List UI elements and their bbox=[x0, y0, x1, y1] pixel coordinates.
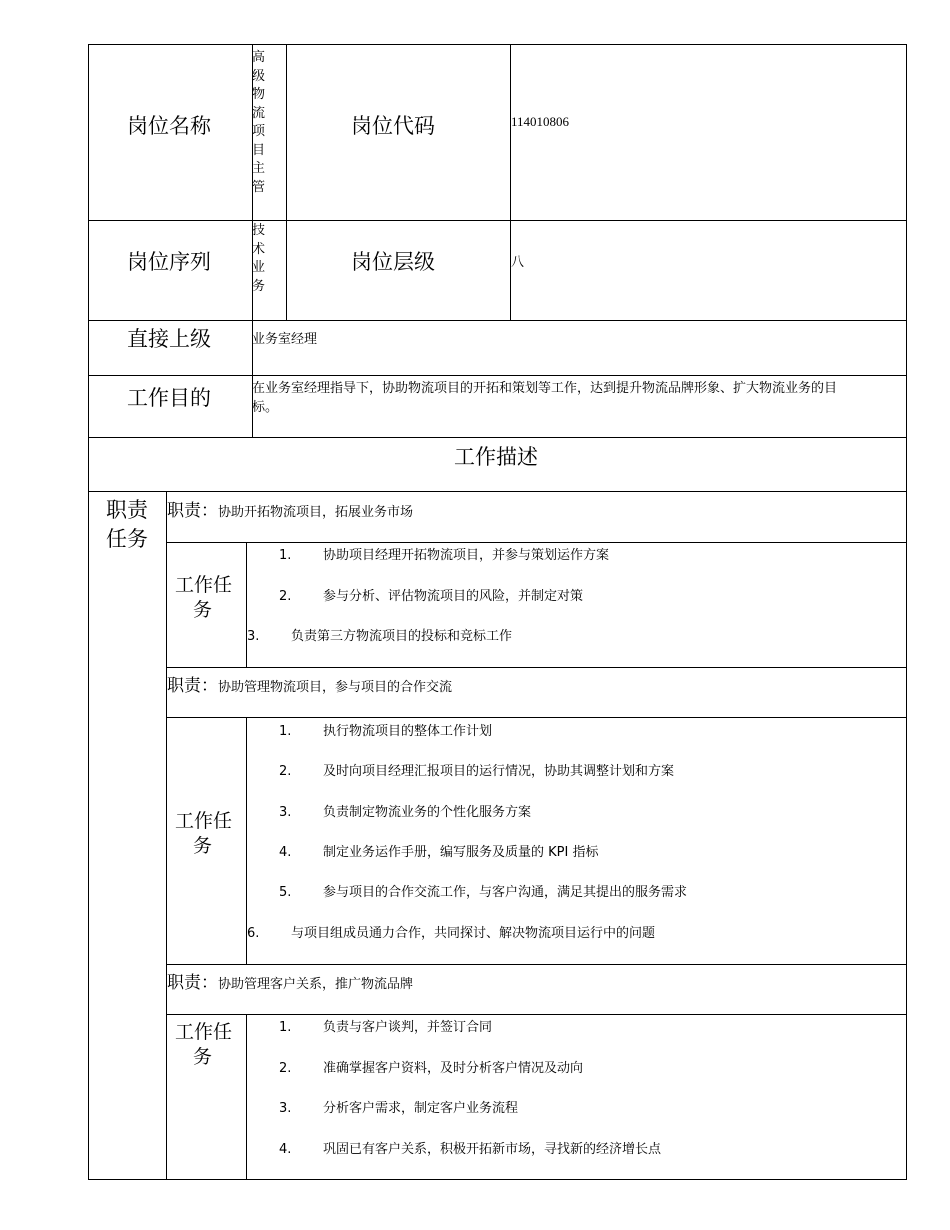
duty-task-label-line-1: 职责 bbox=[106, 498, 148, 522]
task-3-label-line-2: 务 bbox=[193, 1046, 213, 1068]
post-series-label: 岗位序列 bbox=[127, 250, 211, 274]
list-item: 2. 参与分析、评估物流项目的风险，并制定对策 bbox=[279, 589, 584, 604]
list-item: 1. 负责与客户谈判，并签订合同 bbox=[279, 1020, 493, 1035]
task-2-label-line-1: 工作任 bbox=[175, 810, 233, 832]
duty-prefix: 职责： bbox=[167, 501, 218, 521]
list-item: 2. 准确掌握客户资料，及时分析客户情况及动向 bbox=[279, 1061, 584, 1076]
duty-task-label-line-2: 任务 bbox=[106, 527, 148, 551]
post-level-value: 八 bbox=[511, 255, 525, 270]
duty-3-text bbox=[167, 968, 413, 993]
duty-prefix: 职责： bbox=[167, 676, 218, 696]
description-title: 工作描述 bbox=[454, 445, 538, 469]
duty-text: 协助管理客户关系，推广物流品牌 bbox=[218, 977, 414, 992]
duty-prefix: 职责： bbox=[167, 973, 218, 993]
post-name-label: 岗位名称 bbox=[127, 114, 211, 138]
list-item: 1. 协助项目经理开拓物流项目，并参与策划运作方案 bbox=[279, 548, 610, 563]
post-code-value-cell bbox=[510, 44, 907, 221]
list-item: 4. 巩固已有客户关系，积极开拓新市场，寻找新的经济增长点 bbox=[279, 1142, 662, 1157]
list-item: 6. 与项目组成员通力合作，共同探讨、解决物流项目运行中的问题 bbox=[247, 926, 656, 941]
purpose-line-2: 标。 bbox=[252, 400, 279, 415]
duty-task-label-cell bbox=[88, 491, 167, 1180]
list-item: 5. 参与项目的合作交流工作，与客户沟通，满足其提出的服务需求 bbox=[279, 885, 688, 900]
list-item: 1. 执行物流项目的整体工作计划 bbox=[279, 724, 493, 739]
list-item: 3. 负责制定物流业务的个性化服务方案 bbox=[279, 805, 532, 820]
post-name-value: 高级物流项目主管 bbox=[252, 50, 266, 195]
task-1-label-line-2: 务 bbox=[193, 599, 213, 621]
post-level-label: 岗位层级 bbox=[351, 250, 435, 274]
post-code-label: 岗位代码 bbox=[351, 114, 435, 138]
list-item: 3. 分析客户需求，制定客户业务流程 bbox=[279, 1101, 519, 1116]
duty-1-text bbox=[167, 496, 413, 521]
superior-value: 业务室经理 bbox=[252, 332, 318, 347]
task-1-label-line-1: 工作任 bbox=[175, 574, 233, 596]
list-item: 3. 负责第三方物流项目的投标和竞标工作 bbox=[247, 629, 513, 644]
list-item: 2. 及时向项目经理汇报项目的运行情况，协助其调整计划和方案 bbox=[279, 764, 675, 779]
duty-text: 协助管理物流项目，参与项目的合作交流 bbox=[218, 680, 453, 695]
list-item: 4. 制定业务运作手册，编写服务及质量的 KPI 指标 bbox=[279, 845, 599, 860]
duty-text: 协助开拓物流项目，拓展业务市场 bbox=[218, 505, 414, 520]
superior-value-cell bbox=[252, 320, 907, 376]
task-3-label-line-1: 工作任 bbox=[175, 1021, 233, 1043]
post-series-value: 技术业务 bbox=[252, 223, 266, 294]
post-code-value: 114010806 bbox=[511, 114, 570, 129]
superior-label: 直接上级 bbox=[127, 327, 211, 351]
post-level-value-cell bbox=[510, 220, 907, 321]
purpose-label: 工作目的 bbox=[127, 386, 211, 410]
purpose-line-1: 在业务室经理指导下，协助物流项目的开拓和策划等工作，达到提升物流品牌形象、扩大物流业务的目 bbox=[252, 381, 838, 396]
duty-2-text bbox=[167, 671, 452, 696]
task-2-label-line-2: 务 bbox=[193, 835, 213, 857]
